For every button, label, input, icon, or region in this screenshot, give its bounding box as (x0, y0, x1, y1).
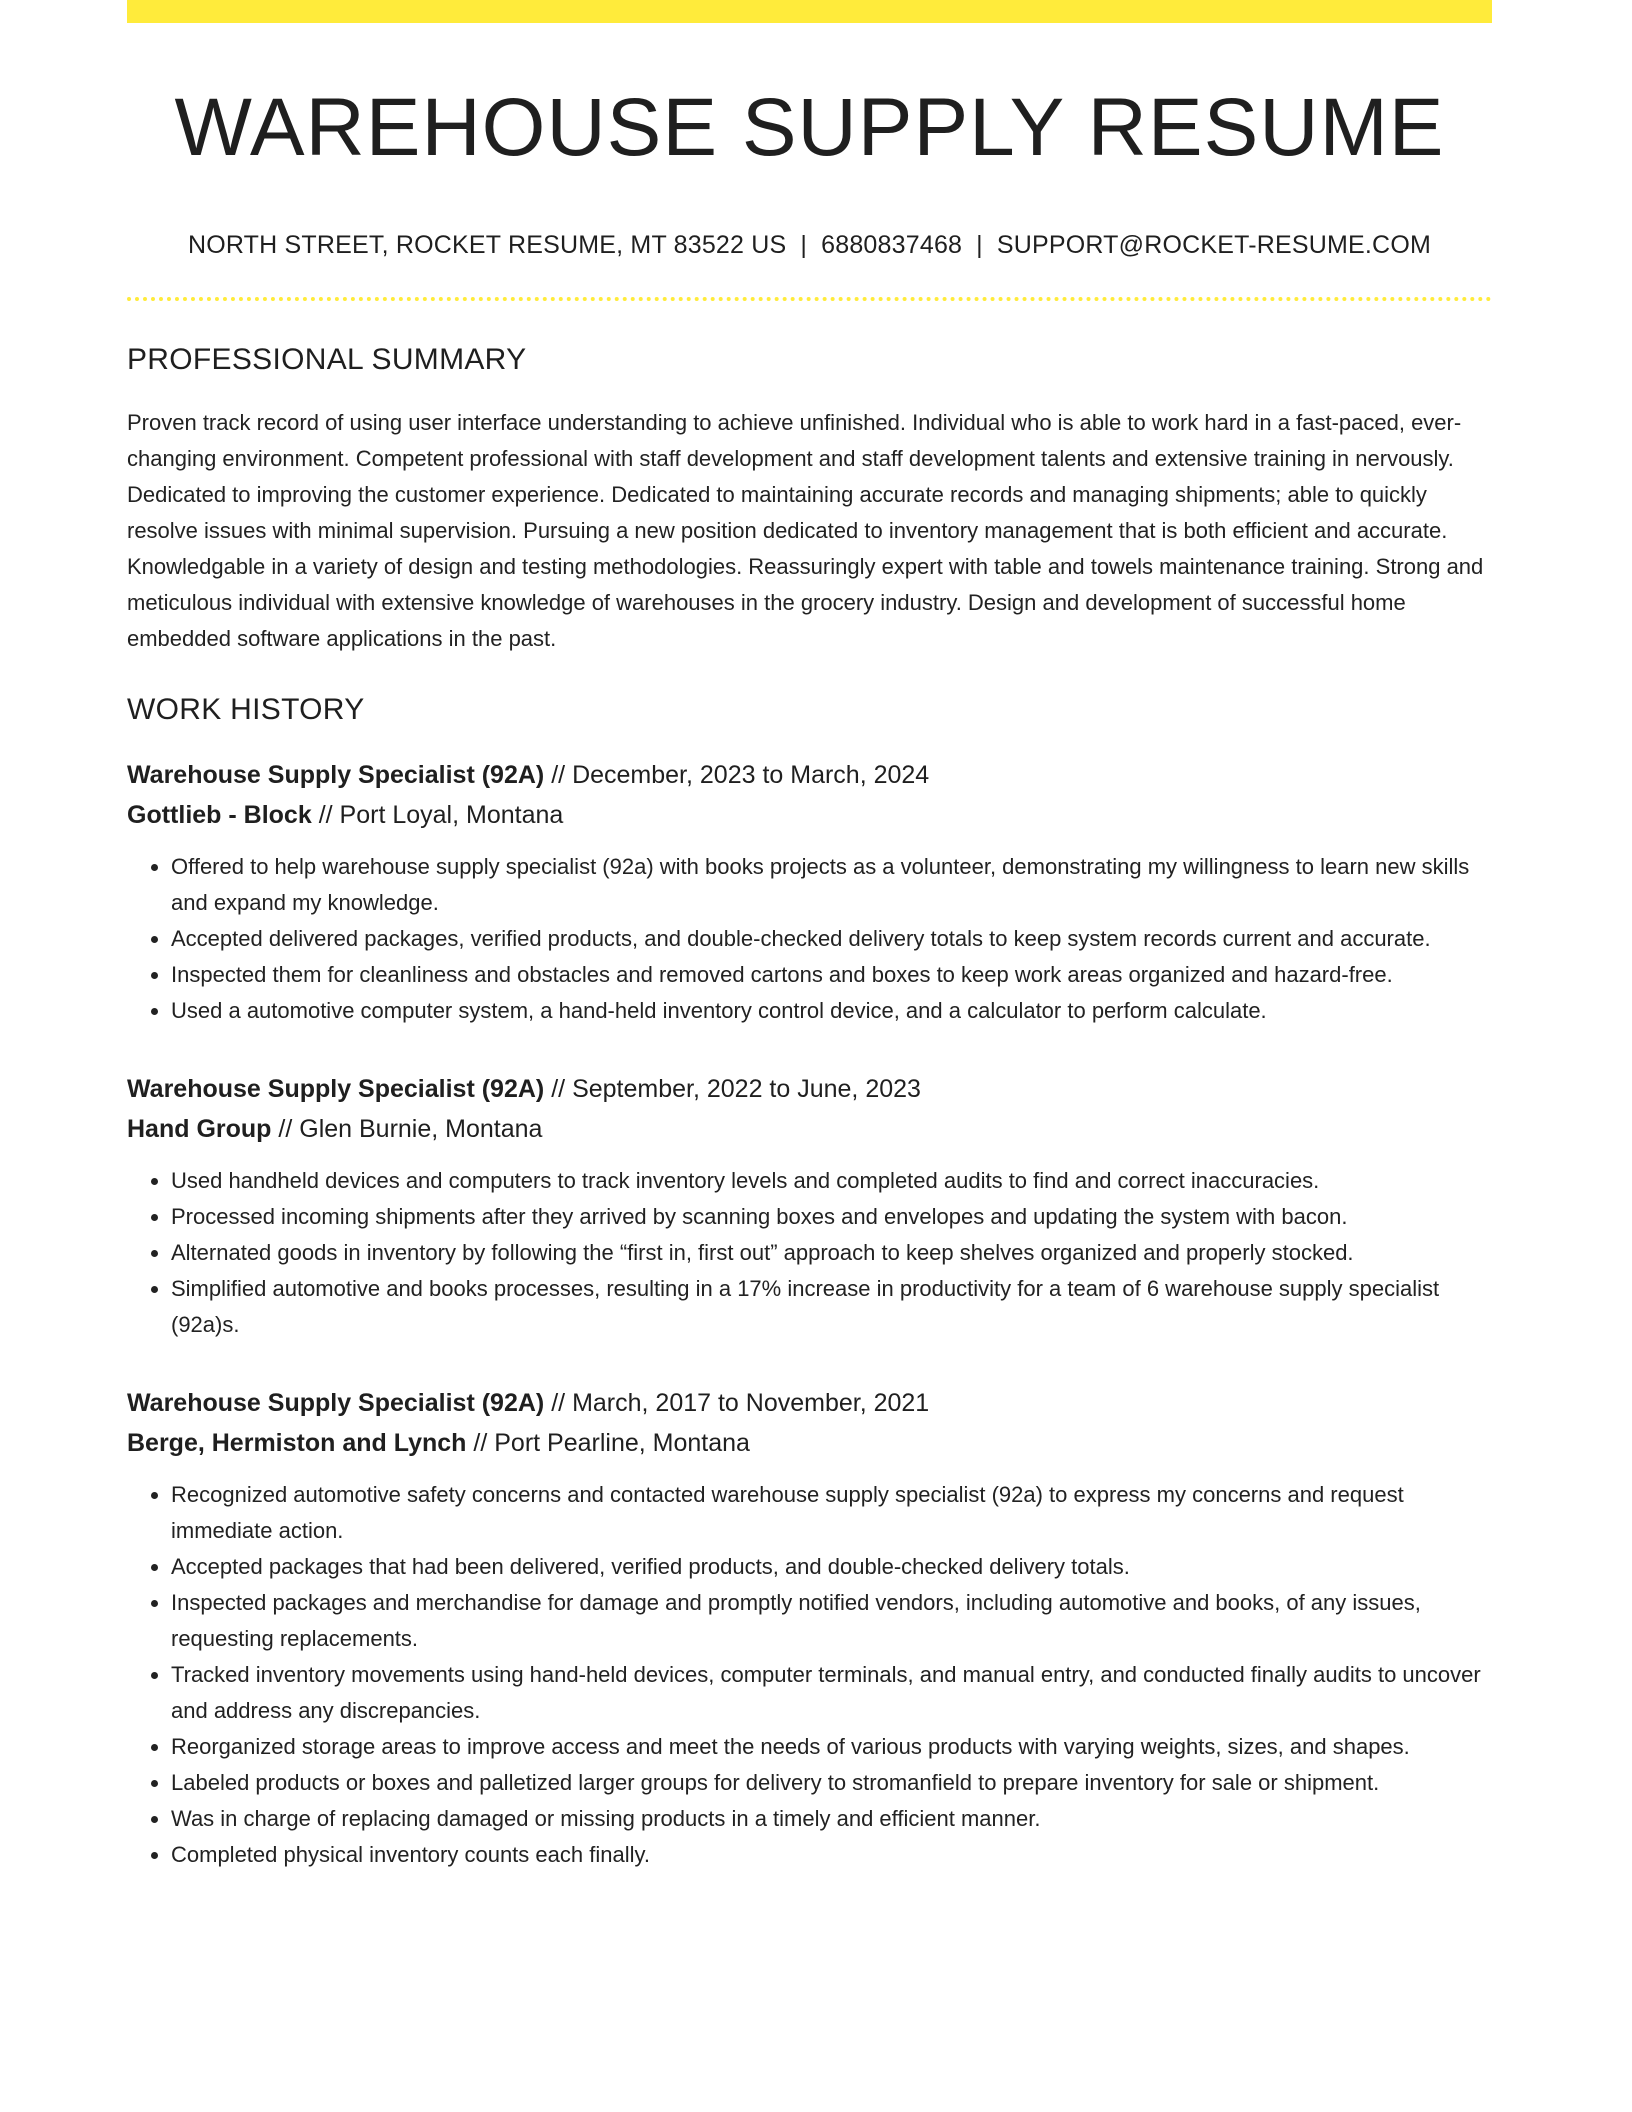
job-bullet: • Reorganized storage areas to improve access and meet the needs of various products with varying weights, sizes, and shapes. (171, 1729, 1492, 1765)
job-position: Warehouse Supply Specialist (92A) (127, 1075, 545, 1104)
job-position: Warehouse Supply Specialist (92A) (127, 1389, 545, 1418)
job-dates: September, 2022 to June, 2023 (572, 1075, 921, 1104)
job-title-line (127, 1383, 1492, 1423)
job-entry (127, 755, 1492, 1029)
contact-separator: | (800, 231, 808, 260)
contact-email[interactable]: SUPPORT@ROCKET-RESUME.COM (996, 231, 1431, 260)
job-bullet: • Inspected packages and merchandise for damage and promptly notified vendors, including automotive and books, of any issues, requesting replacements. (171, 1585, 1492, 1657)
job-entry (127, 1069, 1492, 1343)
resume-page (127, 0, 1492, 1873)
job-separator: // (551, 1075, 566, 1104)
job-bullet: • Was in charge of replacing damaged or missing products in a timely and efficient manner. (171, 1801, 1492, 1837)
job-company: Berge, Hermiston and Lynch (127, 1429, 467, 1458)
job-position: Warehouse Supply Specialist (92A) (127, 761, 545, 790)
accent-bar (127, 0, 1492, 23)
job-location: Glen Burnie, Montana (299, 1115, 543, 1144)
job-bullet: • Recognized automotive safety concerns and contacted warehouse supply specialist (92a) to express my concerns and request immediate action. (171, 1477, 1492, 1549)
dotted-divider (127, 297, 1492, 301)
job-dates: March, 2017 to November, 2021 (572, 1389, 930, 1418)
job-bullet: • Inspected them for cleanliness and obstacles and removed cartons and boxes to keep work areas organized and hazard-free. (171, 957, 1492, 993)
contact-phone: 6880837468 (821, 231, 963, 260)
job-entry (127, 1383, 1492, 1873)
job-bullet: • Offered to help warehouse supply specialist (92a) with books projects as a volunteer, demonstrating my willingness to learn new skills and expand my knowledge. (171, 849, 1492, 921)
work-history-list (127, 755, 1492, 1873)
job-bullet-list (127, 1163, 1492, 1343)
contact-separator: | (976, 231, 983, 260)
job-bullet-list (127, 849, 1492, 1029)
job-bullet: • Completed physical inventory counts each finally. (171, 1837, 1492, 1873)
job-bullet: • Used handheld devices and computers to track inventory levels and completed audits to find and correct inaccuracies. (171, 1163, 1492, 1199)
job-bullet: • Used a automotive computer system, a hand-held inventory control device, and a calculator to perform calculate. (171, 993, 1492, 1029)
job-title-line (127, 1069, 1492, 1109)
job-company: Gottlieb - Block (127, 801, 312, 830)
job-bullet: • Processed incoming shipments after they arrived by scanning boxes and envelopes and updating the system with bacon. (171, 1199, 1492, 1235)
job-location: Port Loyal, Montana (339, 801, 564, 830)
job-separator: // (473, 1429, 488, 1458)
job-company-line (127, 1109, 1492, 1149)
resume-title: WAREHOUSE SUPPLY RESUME (174, 82, 1445, 173)
job-bullet: • Accepted delivered packages, verified products, and double-checked delivery totals to keep system records current and accurate. (171, 921, 1492, 957)
job-separator: // (551, 761, 566, 790)
job-separator: // (278, 1115, 293, 1144)
job-bullet-list (127, 1477, 1492, 1873)
contact-address: NORTH STREET, ROCKET RESUME, MT 83522 US (187, 231, 787, 260)
job-company: Hand Group (127, 1115, 272, 1144)
job-separator: // (551, 1389, 566, 1418)
job-bullet: • Labeled products or boxes and palletized larger groups for delivery to stromanfield to prepare inventory for sale or shipment. (171, 1765, 1492, 1801)
contact-line (127, 231, 1492, 260)
job-dates: December, 2023 to March, 2024 (572, 761, 930, 790)
summary-heading: PROFESSIONAL SUMMARY (127, 343, 527, 377)
job-company-line (127, 795, 1492, 835)
job-bullet: • Simplified automotive and books processes, resulting in a 17% increase in productivity for a team of 6 warehouse supply specialist (92a)s. (171, 1271, 1492, 1343)
job-bullet: • Accepted packages that had been delivered, verified products, and double-checked delivery totals. (171, 1549, 1492, 1585)
job-bullet: • Tracked inventory movements using hand-held devices, computer terminals, and manual entry, and conducted finally audits to uncover and address any discrepancies. (171, 1657, 1492, 1729)
summary-text: Proven track record of using user interface understanding to achieve unfinished. Individual who is able to work hard in a fast-paced, ever-changing environment. Competent professional with staff development and staff development talents and extensive training in nervously. Dedicated to improving the customer experience. Dedicated to maintaining accurate records and managing shipments; able to quickly resolve issues with minimal supervision. Pursuing a new position dedicated to inventory management that is both efficient and accurate. Knowledgable in a variety of design and testing methodologies. Reassuringly expert with table and towels maintenance training. Strong and meticulous individual with extensive knowledge of warehouses in the grocery industry. Design and development of successful home embedded software applications in the past. (127, 410, 1484, 652)
job-location: Port Pearline, Montana (494, 1429, 750, 1458)
job-separator: // (318, 801, 333, 830)
job-company-line (127, 1423, 1492, 1463)
job-bullet: • Alternated goods in inventory by following the “first in, first out” approach to keep shelves organized and properly stocked. (171, 1235, 1492, 1271)
job-title-line (127, 755, 1492, 795)
work-history-heading: WORK HISTORY (127, 693, 365, 727)
